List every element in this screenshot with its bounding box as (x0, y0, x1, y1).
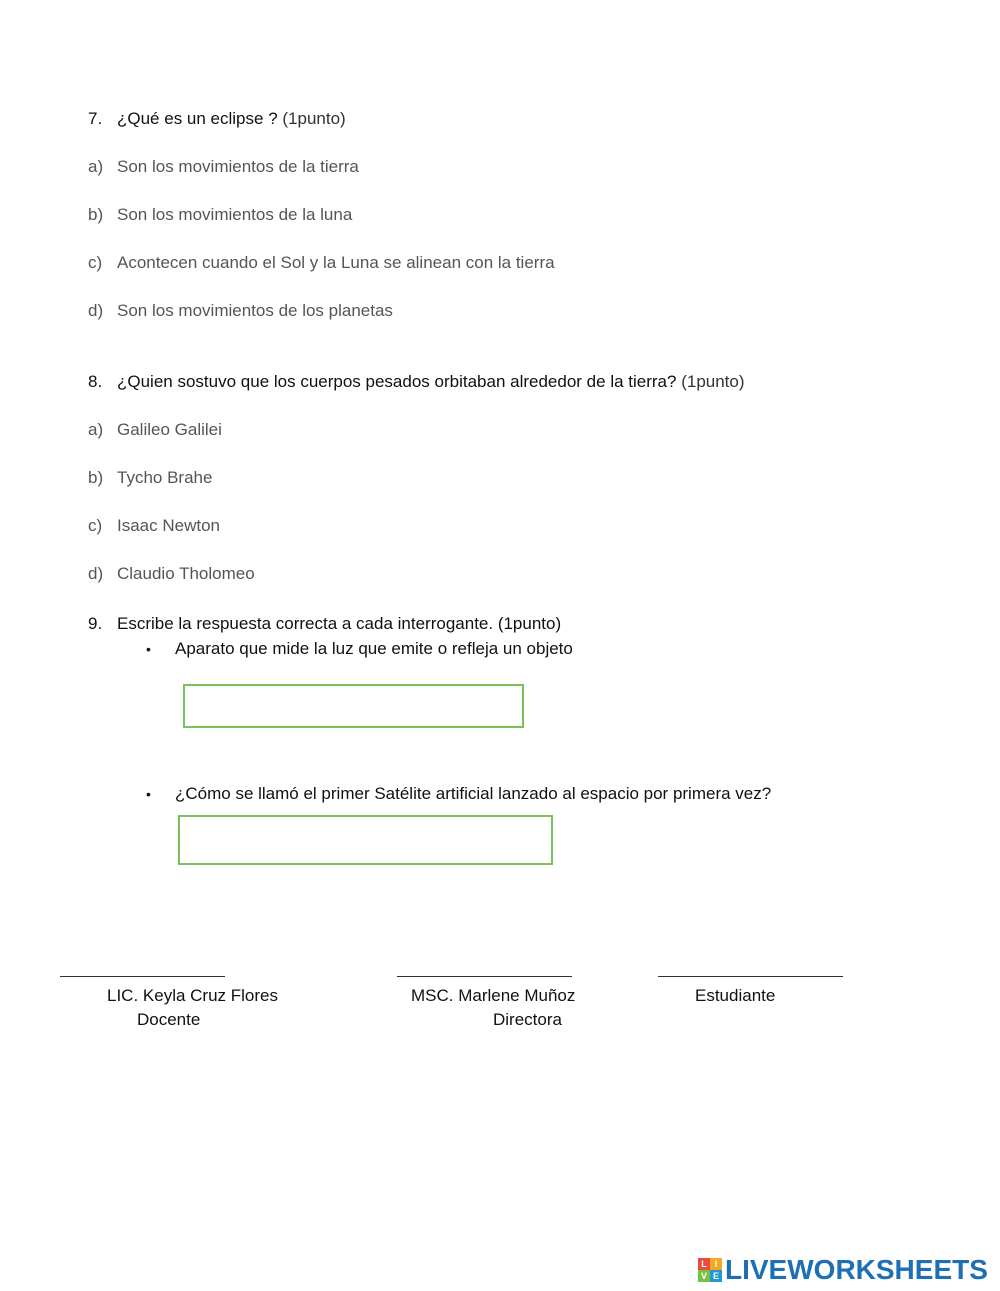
q7-option-b[interactable]: Son los movimientos de la luna (117, 205, 353, 224)
q7-option-a[interactable]: Son los movimientos de la tierra (117, 157, 359, 176)
question-8-number: 8. (88, 372, 103, 391)
q9-subitem-1-text: Aparato que mide la luz que emite o refleja un objeto (175, 639, 573, 658)
q8-option-c[interactable]: Isaac Newton (117, 516, 220, 535)
q8-option-c-letter: c) (88, 516, 103, 535)
q7-option-c[interactable]: Acontecen cuando el Sol y la Luna se alinean con la tierra (117, 253, 555, 272)
signature-name-docente: LIC. Keyla Cruz Flores (107, 986, 278, 1005)
liveworksheets-logo-text: LIVEWORKSHEETS (725, 1254, 988, 1285)
question-7-points: (1punto) (282, 109, 346, 128)
signature-role-directora: Directora (493, 1010, 562, 1029)
question-8-points: (1punto) (681, 372, 745, 391)
q7-option-a-letter: a) (88, 157, 104, 176)
bullet-icon: • (146, 641, 151, 657)
signature-line-docente (60, 976, 225, 977)
question-9-text: Escribe la respuesta correcta a cada interrogante. (1punto) (117, 614, 562, 633)
q7-option-c-letter: c) (88, 253, 103, 272)
signature-line-estudiante (658, 976, 843, 977)
question-7-prompt: ¿Qué es un eclipse ? (117, 109, 278, 128)
question-7-text (117, 109, 346, 129)
logo-mark-v: V (698, 1270, 710, 1282)
liveworksheets-logo[interactable] (698, 1255, 988, 1285)
signature-name-estudiante: Estudiante (695, 986, 776, 1005)
bullet-icon: • (146, 786, 151, 802)
q8-option-b-letter: b) (88, 468, 104, 487)
signature-name-directora: MSC. Marlene Muñoz (411, 986, 576, 1005)
q7-option-b-letter: b) (88, 205, 104, 224)
question-8-prompt: ¿Quien sostuvo que los cuerpos pesados orbitaban alrededor de la tierra? (117, 372, 677, 391)
q9-answer-2-input[interactable] (178, 815, 553, 865)
question-7-number: 7. (88, 109, 103, 128)
q8-option-d-letter: d) (88, 564, 104, 583)
question-9-number: 9. (88, 614, 103, 633)
q8-option-b[interactable]: Tycho Brahe (117, 468, 213, 487)
logo-mark-i: I (710, 1258, 722, 1270)
liveworksheets-logo-icon (698, 1258, 722, 1282)
logo-mark-l: L (698, 1258, 710, 1270)
signature-line-directora (397, 976, 572, 977)
q8-option-a-letter: a) (88, 420, 104, 439)
logo-mark-e: E (710, 1270, 722, 1282)
signature-role-docente: Docente (137, 1010, 201, 1029)
q7-option-d-letter: d) (88, 301, 104, 320)
q9-subitem-2-text: ¿Cómo se llamó el primer Satélite artificial lanzado al espacio por primera vez? (175, 784, 772, 803)
q7-option-d[interactable]: Son los movimientos de los planetas (117, 301, 393, 320)
q9-answer-1-input[interactable] (183, 684, 524, 728)
q8-option-d[interactable]: Claudio Tholomeo (117, 564, 255, 583)
question-8-text (117, 372, 745, 392)
q8-option-a[interactable]: Galileo Galilei (117, 420, 222, 439)
